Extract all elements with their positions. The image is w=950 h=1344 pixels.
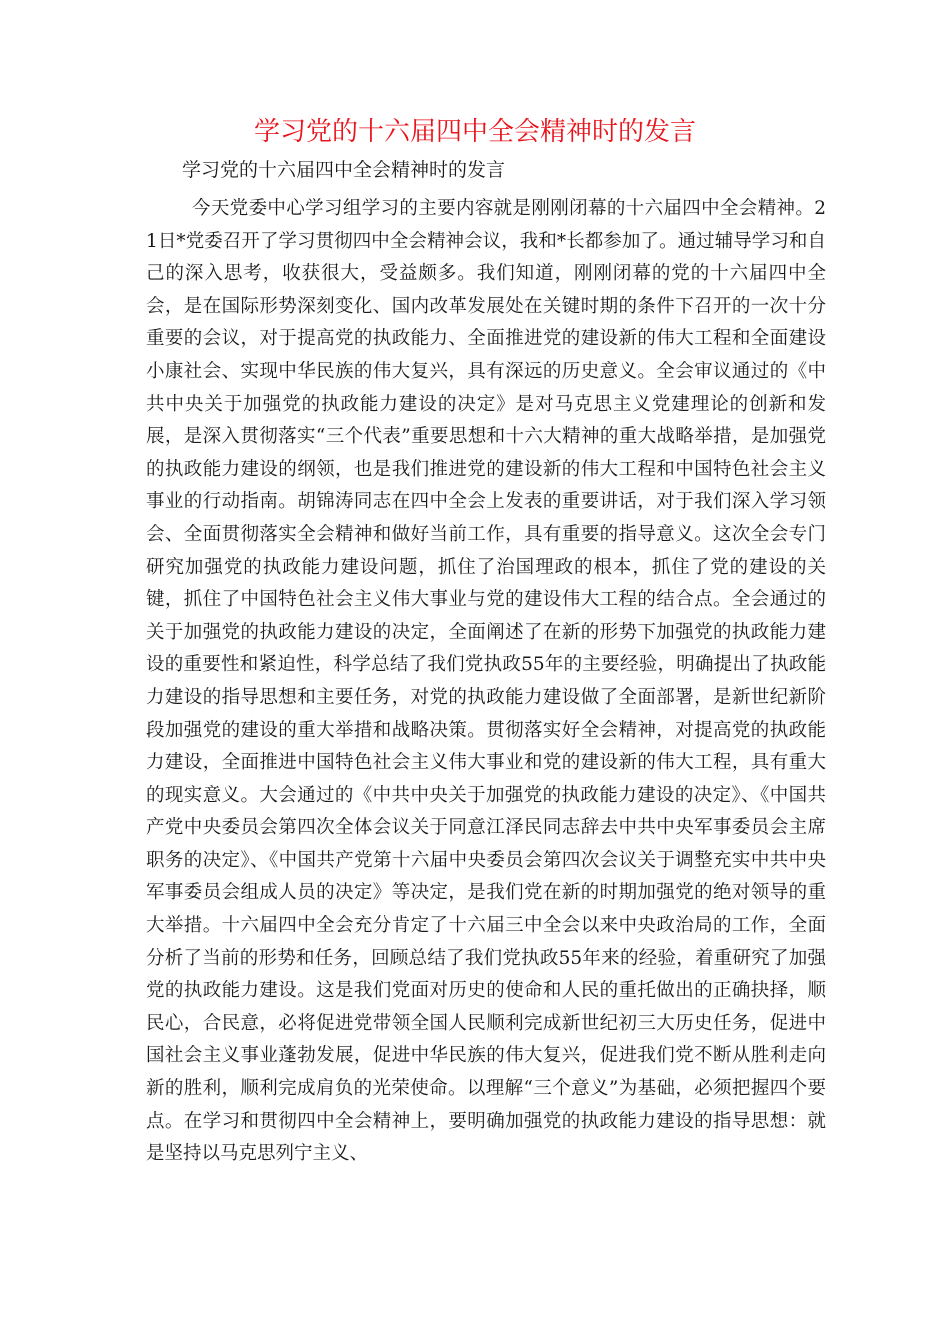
document-title: 学习党的十六届四中全会精神时的发言 [253, 117, 696, 147]
body-paragraph: 今天党委中心学习组学习的主要内容就是刚刚闭幕的十六届四中全会精神。21日*党委召开了学习贯彻四中全会精神会议，我和*长都参加了。通过辅导学习和自己的深入思考，收获很大，受益颇多。我们知道，刚刚闭幕的党的十六届四中全会，是在国际形势深刻变化、国内改革发展处在关键时期的条件下召开的一次十分重要的会议，对于提高党的执政能力、全面推进党的建设新的伟大工程和全面建设小康社会、实现中华民族的伟大复兴，具有深远的历史意义。全会审议通过的《中共中央关于加强党的执政能力建设的决定》是对马克思主义党建理论的创新和发展，是深入贯彻落实“三个代表”重要思想和十六大精神的重大战略举措，是加强党的执政能力建设的纲领，也是我们推进党的建设新的伟大工程和中国特色社会主义事业的行动指南。胡锦涛同志在四中全会上发表的重要讲话，对于我们深入学习领会、全面贯彻落实全会精神和做好当前工作，具有重要的指导意义。这次全会专门研究加强党的执政能力建设问题，抓住了治国理政的根本，抓住了党的建设的关键，抓住了中国特色社会主义伟大事业与党的建设伟大工程的结合点。全会通过的关于加强党的执政能力建设的决定，全面阐述了在新的形势下加强党的执政能力建设的重要性和紧迫性，科学总结了我们党执政55年的主要经验，明确提出了执政能力建设的指导思想和主要任务，对党的执政能力建设做了全面部署，是新世纪新阶段加强党的建设的重大举措和战略决策。贯彻落实好全会精神，对提高党的执政能力建设，全面推进中国特色社会主义伟大事业和党的建设新的伟大工程，具有重大的现实意义。大会通过的《中共中央关于加强党的执政能力建设的决定》、《中国共产党中央委员会第四次全体会议关于同意江泽民同志辞去中共中央军事委员会主席职务的决定》、《中国共产党第十六届中央委员会第四次会议关于调整充实中共中央军事委员会组成人员的决定》等决定，是我们党在新的时期加强党的绝对领导的重大举措。十六届四中全会充分肯定了十六届三中全会以来中央政治局的工作，全面分析了当前的形势和任务，回顾总结了我们党执政55年来的经验，着重研究了加强党的执政能力建设。这是我们党面对历史的使命和人民的重托做出的正确抉择，顺民心，合民意，必将促进党带领全国人民顺利完成新世纪初三大历史任务，促进中国社会主义事业蓬勃发展，促进中华民族的伟大复兴，促进我们党不断从胜利走向新的胜利，顺利完成肩负的光荣使命。以理解“三个意义”为基础，必须把握四个要点。在学习和贯彻四中全会精神上，要明确加强党的执政能力建设的指导思想：就是坚持以马克思列宁主义、 [146, 198, 826, 1165]
document-subtitle: 学习党的十六届四中全会精神时的发言 [182, 159, 506, 181]
